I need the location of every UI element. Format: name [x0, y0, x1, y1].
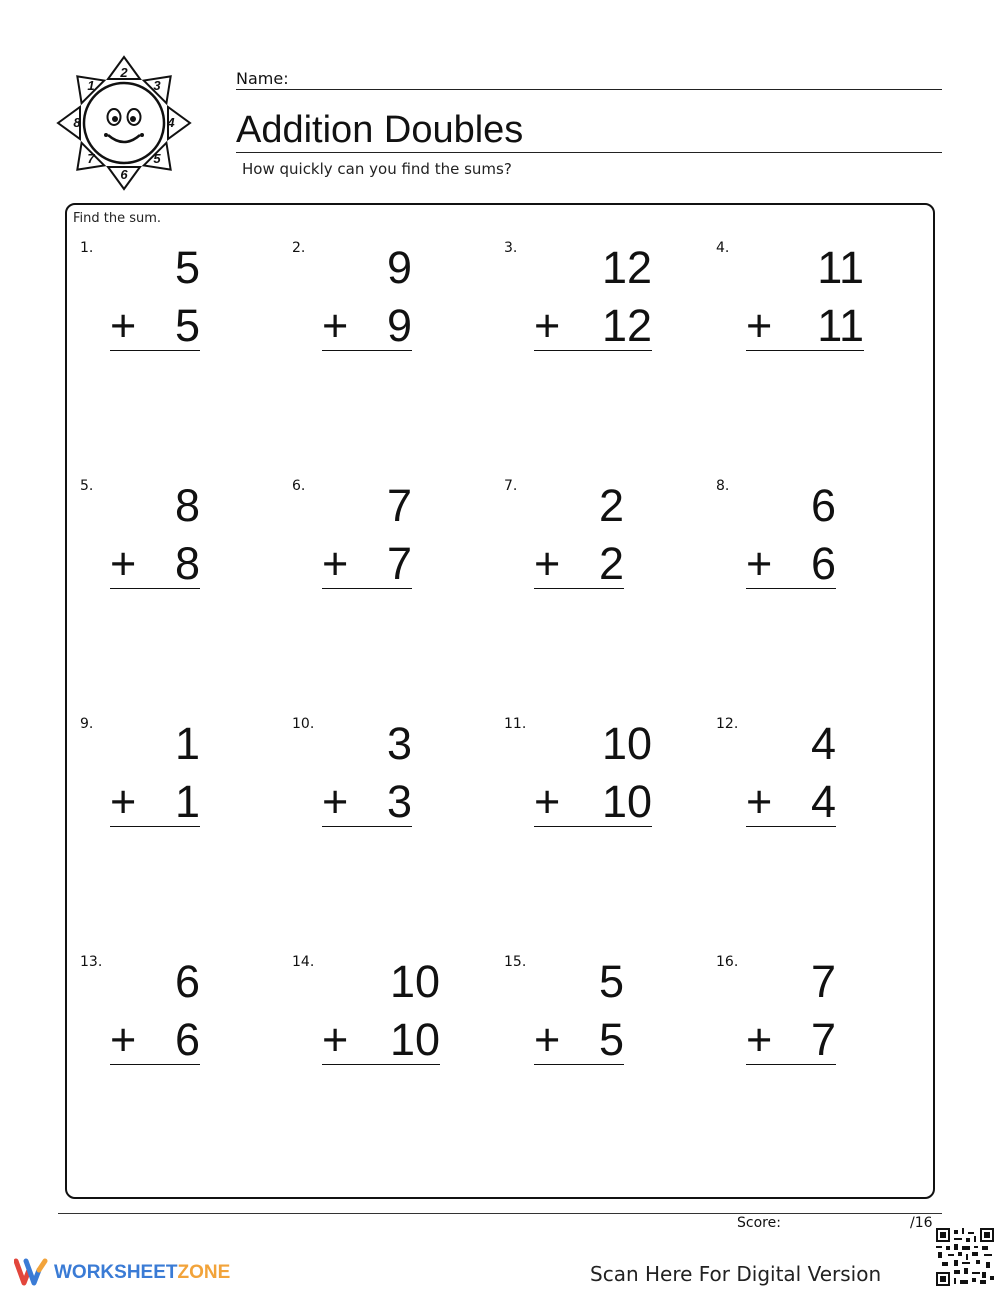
- plus-sign: +: [110, 300, 137, 351]
- second-addend: 3: [386, 776, 412, 827]
- worksheet-subtitle: How quickly can you find the sums?: [242, 160, 512, 178]
- answer-line[interactable]: [110, 1014, 200, 1065]
- sun-flower-logo: [56, 55, 192, 191]
- first-addend: 7: [810, 956, 836, 1007]
- addition-problem: [716, 240, 916, 380]
- second-addend: 9: [386, 300, 412, 351]
- answer-line[interactable]: [322, 776, 412, 827]
- second-addend: 1: [174, 776, 200, 827]
- plus-sign: +: [746, 1014, 773, 1065]
- score-label: Score:: [737, 1215, 781, 1231]
- problem-number: 11.: [504, 716, 527, 732]
- petal-number: 3: [153, 78, 161, 93]
- addition-problem: [504, 716, 704, 856]
- second-addend: 6: [174, 1014, 200, 1065]
- answer-line[interactable]: [534, 776, 652, 827]
- problem-number: 10.: [292, 716, 315, 732]
- answer-line[interactable]: [746, 776, 836, 827]
- plus-sign: +: [746, 776, 773, 827]
- brand-name: [54, 1262, 230, 1284]
- addition-problem: [716, 478, 916, 618]
- problem-number: 15.: [504, 954, 527, 970]
- answer-line[interactable]: [746, 1014, 836, 1065]
- problem-number: 6.: [292, 478, 306, 494]
- answer-line[interactable]: [110, 300, 200, 351]
- answer-line[interactable]: [534, 300, 652, 351]
- addition-problem: [504, 240, 704, 380]
- first-addend: 3: [386, 718, 412, 769]
- second-addend: 12: [601, 300, 652, 351]
- score-total: /16: [910, 1215, 933, 1231]
- first-addend: 5: [174, 242, 200, 293]
- answer-line[interactable]: [534, 538, 624, 589]
- problem-number: 5.: [80, 478, 94, 494]
- problem-number: 13.: [80, 954, 103, 970]
- qr-code-icon[interactable]: [936, 1228, 994, 1286]
- addition-problem: [80, 478, 280, 618]
- answer-line[interactable]: [534, 1014, 624, 1065]
- addition-problem: [716, 716, 916, 856]
- addition-problem: [80, 240, 280, 380]
- first-addend: 4: [810, 718, 836, 769]
- addition-problem: [504, 954, 704, 1094]
- w-logo-icon: [14, 1258, 52, 1286]
- petal-number: 4: [167, 115, 175, 130]
- answer-line[interactable]: [110, 776, 200, 827]
- plus-sign: +: [746, 300, 773, 351]
- second-addend: 5: [598, 1014, 624, 1065]
- plus-sign: +: [322, 776, 349, 827]
- first-addend: 9: [386, 242, 412, 293]
- problem-number: 9.: [80, 716, 94, 732]
- problem-number: 4.: [716, 240, 730, 256]
- addition-problem: [504, 478, 704, 618]
- first-addend: 10: [389, 956, 440, 1007]
- first-addend: 6: [810, 480, 836, 531]
- plus-sign: +: [322, 538, 349, 589]
- problem-number: 1.: [80, 240, 94, 256]
- answer-line[interactable]: [322, 538, 412, 589]
- first-addend: 1: [174, 718, 200, 769]
- first-addend: 8: [174, 480, 200, 531]
- plus-sign: +: [534, 776, 561, 827]
- scan-caption: Scan Here For Digital Version: [590, 1262, 882, 1286]
- addition-problem: [716, 954, 916, 1094]
- problem-number: 8.: [716, 478, 730, 494]
- answer-line[interactable]: [110, 538, 200, 589]
- addition-problem: [292, 716, 492, 856]
- first-addend: 5: [598, 956, 624, 1007]
- addition-problem: [292, 954, 492, 1094]
- second-addend: 7: [810, 1014, 836, 1065]
- first-addend: 12: [601, 242, 652, 293]
- problem-number: 16.: [716, 954, 739, 970]
- addition-problem: [292, 240, 492, 380]
- second-addend: 10: [389, 1014, 440, 1065]
- addition-problem: [80, 954, 280, 1094]
- plus-sign: +: [534, 300, 561, 351]
- plus-sign: +: [110, 1014, 137, 1065]
- plus-sign: +: [746, 538, 773, 589]
- first-addend: 2: [598, 480, 624, 531]
- worksheet-title: Addition Doubles: [236, 106, 942, 153]
- problem-number: 12.: [716, 716, 739, 732]
- problem-number: 3.: [504, 240, 518, 256]
- petal-number: 1: [87, 78, 95, 93]
- second-addend: 11: [817, 300, 864, 351]
- name-field[interactable]: [236, 68, 942, 90]
- second-addend: 6: [810, 538, 836, 589]
- footer-divider: [58, 1213, 942, 1214]
- petal-number: 6: [120, 167, 128, 182]
- problem-number: 2.: [292, 240, 306, 256]
- addition-problem: [80, 716, 280, 856]
- petal-number: 7: [87, 151, 95, 166]
- second-addend: 10: [601, 776, 652, 827]
- problem-number: 14.: [292, 954, 315, 970]
- petal-number: 2: [120, 65, 128, 80]
- answer-line[interactable]: [746, 538, 836, 589]
- plus-sign: +: [322, 1014, 349, 1065]
- second-addend: 2: [598, 538, 624, 589]
- first-addend: 10: [601, 718, 652, 769]
- second-addend: 8: [174, 538, 200, 589]
- plus-sign: +: [110, 538, 137, 589]
- answer-line[interactable]: [746, 300, 864, 351]
- instruction-text: Find the sum.: [73, 211, 162, 226]
- first-addend: 6: [174, 956, 200, 1007]
- plus-sign: +: [534, 538, 561, 589]
- problem-number: 7.: [504, 478, 518, 494]
- petal-number: 8: [73, 115, 81, 130]
- petal-number: 5: [153, 151, 161, 166]
- plus-sign: +: [534, 1014, 561, 1065]
- first-addend: 11: [817, 242, 864, 293]
- answer-line[interactable]: [322, 300, 412, 351]
- plus-sign: +: [322, 300, 349, 351]
- addition-problem: [292, 478, 492, 618]
- second-addend: 4: [810, 776, 836, 827]
- brand-name-part1: WORKSHEET: [54, 1262, 178, 1283]
- brand-name-part2: ZONE: [177, 1262, 231, 1283]
- plus-sign: +: [110, 776, 137, 827]
- first-addend: 7: [386, 480, 412, 531]
- name-label: Name:: [236, 69, 289, 88]
- second-addend: 5: [174, 300, 200, 351]
- second-addend: 7: [386, 538, 412, 589]
- answer-line[interactable]: [322, 1014, 440, 1065]
